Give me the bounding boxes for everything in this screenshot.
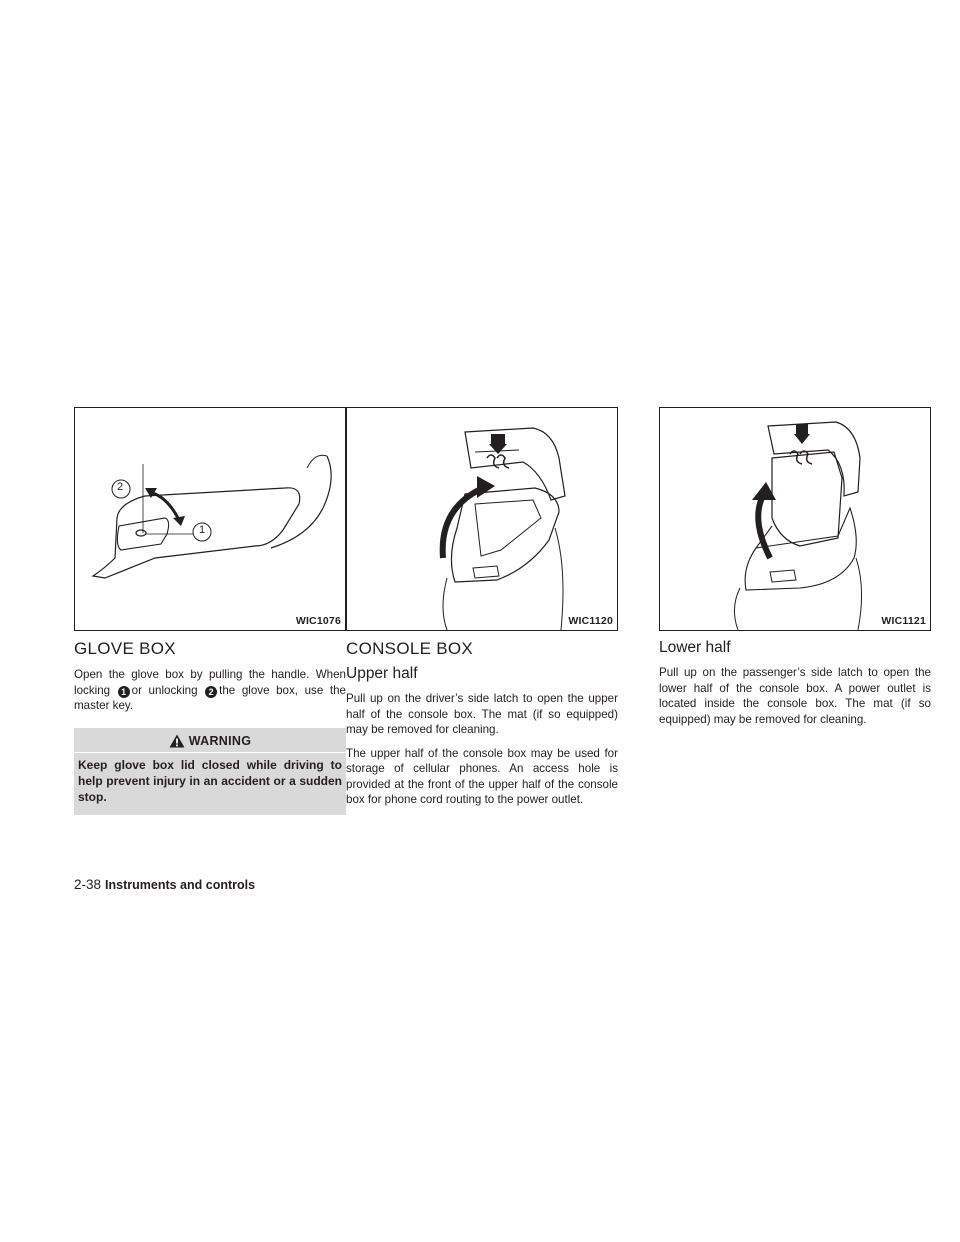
upper-half-paragraph-1: Pull up on the driver’s side latch to open the upper half of the console box. The mat (if so equipped) may be removed for cleaning. (346, 692, 618, 736)
glove-box-heading: GLOVE BOX (74, 639, 176, 658)
figure-code: WIC1076 (295, 615, 341, 627)
warning-text: Keep glove box lid closed while driving to help prevent injury in an accident or a sudden stop. (78, 757, 342, 804)
glove-box-drawing (75, 408, 345, 630)
glove-box-illustration (74, 407, 346, 631)
warning-title: WARNING (188, 733, 252, 748)
warning-divider (74, 752, 346, 753)
page-number: 2-38 (74, 877, 102, 892)
glove-box-para-part3: the glove box, use the master key. (74, 683, 346, 712)
console-upper-drawing (347, 408, 617, 630)
figure-code: WIC1121 (881, 615, 926, 627)
unlock-callout-badge: 2 (205, 686, 217, 698)
figure-code: WIC1120 (568, 615, 613, 627)
warning-icon (169, 734, 185, 748)
lower-half-column (659, 407, 931, 727)
lower-half-paragraph: Pull up on the passenger’s side latch to open the lower half of the console box. A power outlet is located inside the console box. The mat (if so equipped) may be removed for cleaning. (659, 666, 931, 726)
upper-half-paragraph-2: The upper half of the console box may be used for storage of cellular phones. An access hole is provided at the front of the upper half of the console box for phone cord routing to the power outlet. (346, 746, 618, 806)
lock-callout-badge: 1 (118, 686, 130, 698)
chapter-title: Instruments and controls (105, 878, 256, 892)
warning-header (74, 728, 346, 752)
console-box-heading: CONSOLE BOX (346, 639, 474, 658)
upper-half-subheading: Upper half (346, 665, 418, 682)
glove-box-paragraph (74, 667, 346, 714)
console-lower-illustration (659, 407, 931, 631)
callout-1-label: 1 (199, 524, 206, 536)
page-footer (74, 877, 255, 892)
glove-box-para-part1: Open the glove box by pulling the handle. When locking (74, 668, 346, 697)
warning-box (74, 728, 346, 815)
console-box-column (346, 407, 618, 808)
glove-box-column (74, 407, 346, 815)
console-upper-illustration (346, 407, 618, 631)
console-lower-drawing (660, 408, 930, 630)
callout-2-label: 2 (117, 481, 124, 493)
lower-half-subheading: Lower half (659, 639, 731, 656)
glove-box-para-part2: or unlocking (131, 683, 198, 697)
